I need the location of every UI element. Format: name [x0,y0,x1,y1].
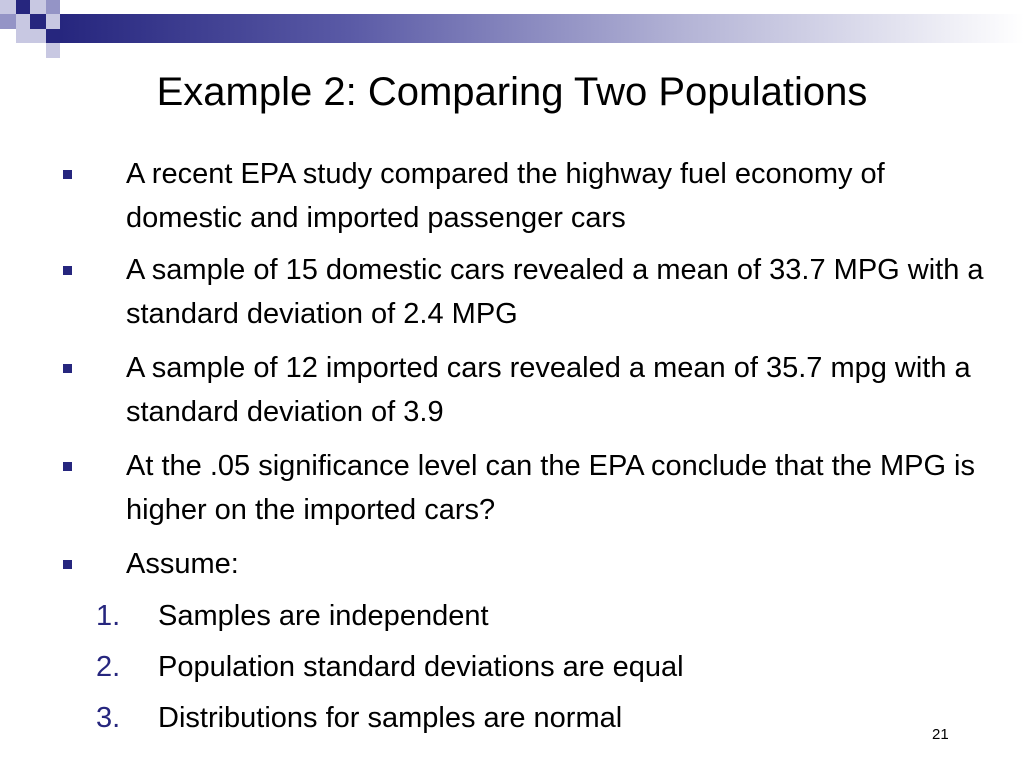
decor-square [46,29,60,43]
bullet-text: A recent EPA study compared the highway fuel economy of domestic and imported passenger cars [126,158,885,234]
decor-square [0,14,16,29]
list-text: Population standard deviations are equal [158,651,684,683]
list-number: 2. [96,651,121,683]
square-bullet-icon [63,266,72,275]
bullet-text: Assume: [126,548,239,580]
decor-square [30,29,46,43]
decor-square [46,43,60,58]
decor-square [16,29,30,43]
decor-square [0,0,16,14]
list-text: Samples are independent [158,600,489,632]
page-number: 21 [932,726,949,743]
square-bullet-icon [63,170,72,179]
decor-square [16,0,30,14]
decor-square [46,14,60,29]
square-bullet-icon [63,560,72,569]
list-number: 3. [96,702,121,734]
decor-square [16,14,30,29]
bullet-text: At the .05 significance level can the EPA conclude that the MPG is higher on the imported cars? [126,450,976,526]
decor-square [30,0,46,14]
square-bullet-icon [63,462,72,471]
bullet-text: A sample of 15 domestic cars revealed a mean of 33.7 MPG with a standard deviation of 2.4 MPG [126,254,984,330]
list-number: 1. [96,600,121,632]
decor-square [46,0,60,14]
gradient-bar [60,14,1024,43]
decor-square [30,14,46,29]
square-bullet-icon [63,364,72,373]
list-text: Distributions for samples are normal [158,702,623,734]
bullet-text: A sample of 12 imported cars revealed a mean of 35.7 mpg with a standard deviation of 3.9 [126,352,971,428]
slide-title: Example 2: Comparing Two Populations [156,70,868,114]
